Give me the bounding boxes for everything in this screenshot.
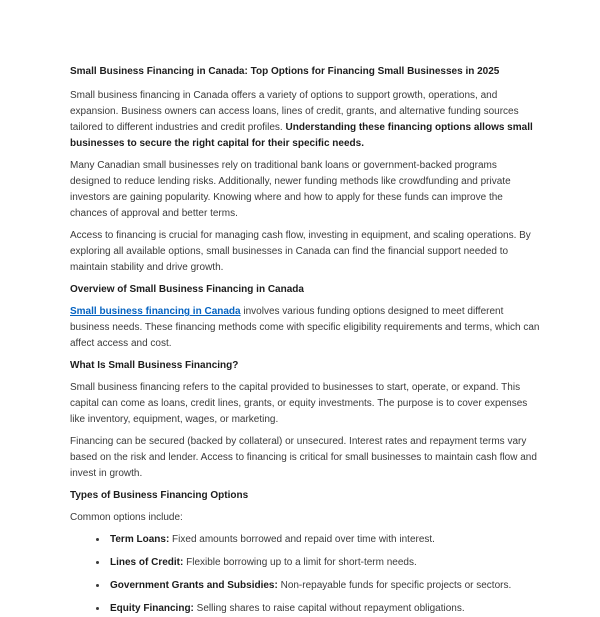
paragraph-secured-unsecured: Financing can be secured (backed by collateral) or unsecured. Interest rates and repayment terms vary based on the risk and lender. Access to financing is critical for small businesses to maintain cash flow and invest in growth.	[70, 436, 537, 479]
heading-overview: Overview of Small Business Financing in Canada	[70, 284, 304, 295]
paragraph-common-options: Common options include:	[70, 512, 183, 523]
overview-text: involves various funding options designed to meet different business needs. These financing methods come with specific eligibility requirements and terms, which can affect access and cost.	[70, 306, 540, 349]
bullet-label-government-grants: Government Grants and Subsidies:	[110, 580, 278, 591]
list-item-term-loans	[108, 532, 540, 548]
heading-what-is-financing: What Is Small Business Financing?	[70, 360, 239, 371]
list-item-lines-of-credit	[108, 555, 540, 571]
heading-types-of-options: Types of Business Financing Options	[70, 490, 249, 501]
paragraph-traditional-loans: Many Canadian small businesses rely on traditional bank loans or government-backed programs designed to reduce lending risks. Additionally, newer funding methods like crowdfunding and private investors are gaining popularity. Knowing where and how to apply for these funds can improve the chances of approval and better terms.	[70, 160, 511, 219]
bullet-label-equity-financing: Equity Financing:	[110, 603, 194, 614]
intro-bold-text: Understanding these financing options allows small businesses to secure the right capital for their specific needs.	[70, 122, 533, 149]
bullet-text-term-loans: Fixed amounts borrowed and repaid over time with interest.	[169, 534, 435, 545]
bullet-text-equity-financing: Selling shares to raise capital without repayment obligations.	[193, 603, 465, 614]
paragraph-financing-definition: Small business financing refers to the capital provided to businesses to start, operate, or expand. This capital can come as loans, credit lines, grants, or equity investments. The purpose is to cover expenses like inventory, equipment, wages, or marketing.	[70, 382, 528, 425]
bullet-text-government-grants: Non-repayable funds for specific projects or sectors.	[277, 580, 512, 591]
intro-text: Small business financing in Canada offers a variety of options to support growth, operations, and expansion. Business owners can access loans, lines of credit, grants, and alternative funding sources tailored to different industries and credit profiles.	[70, 90, 519, 133]
intro-paragraph	[70, 88, 540, 152]
paragraph-access-financing: Access to financing is crucial for managing cash flow, investing in equipment, and scaling operations. By exploring all available options, small businesses in Canada can find the financial support needed to maintain stability and drive growth.	[70, 230, 531, 273]
list-item-equity-financing	[108, 601, 540, 617]
document-title: Small Business Financing in Canada: Top Options for Financing Small Businesses in 2025	[70, 66, 500, 77]
bullet-label-lines-of-credit: Lines of Credit:	[110, 557, 184, 568]
bullet-label-term-loans: Term Loans:	[110, 534, 170, 545]
list-item-government-grants	[108, 578, 540, 594]
bullet-text-lines-of-credit: Flexible borrowing up to a limit for short-term needs.	[183, 557, 417, 568]
overview-paragraph	[70, 304, 540, 352]
small-business-financing-link[interactable]: Small business financing in Canada	[70, 306, 241, 317]
financing-options-list	[70, 532, 540, 617]
